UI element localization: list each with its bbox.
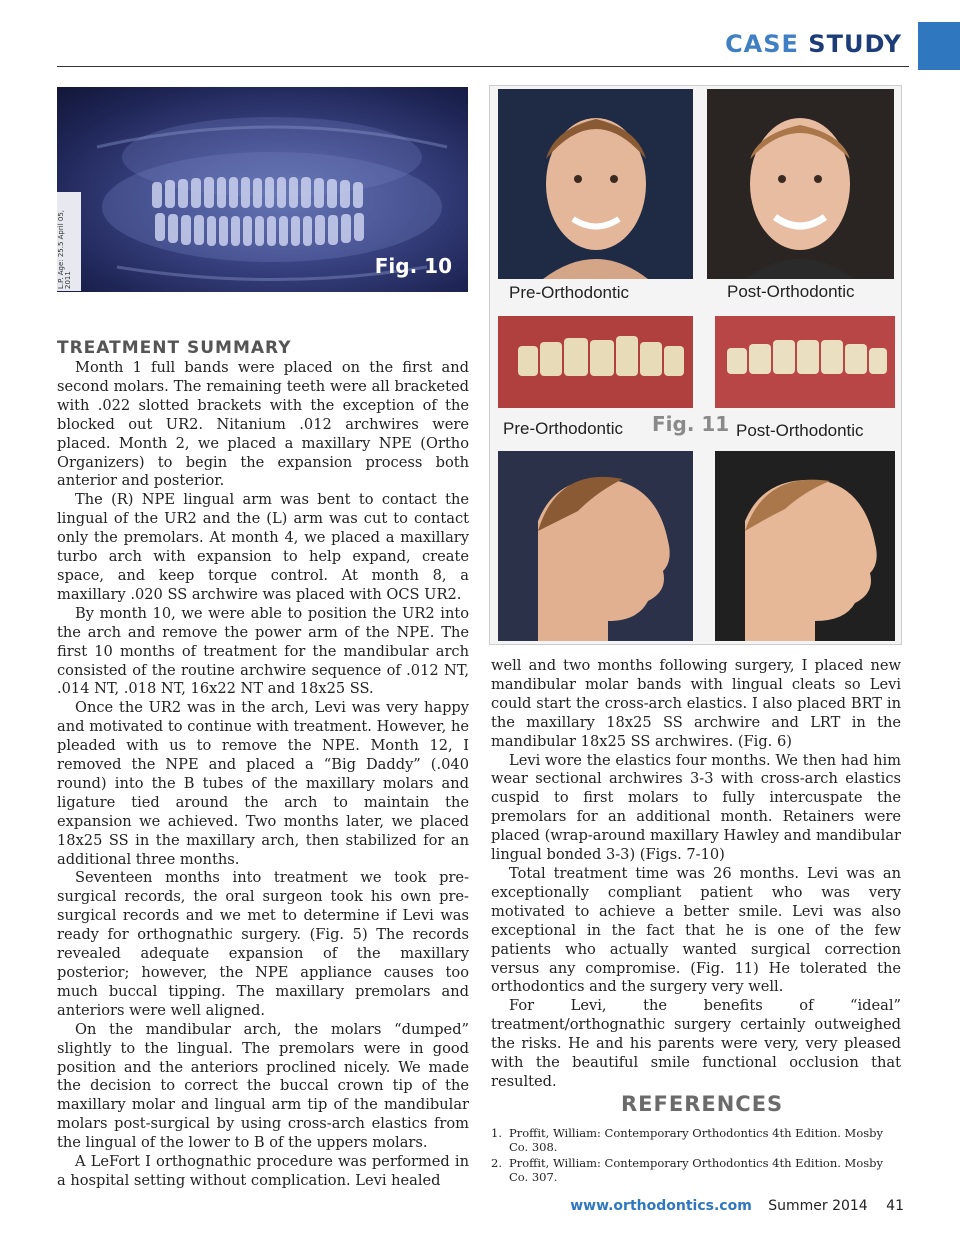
header-color-tab: [918, 22, 960, 70]
section-title: [725, 30, 902, 58]
face-illustration: [707, 89, 894, 279]
figure-11-label: Fig. 11: [652, 412, 730, 436]
reference-text: Proffit, William: Contemporary Orthodontics 4th Edition. Mosby Co. 308.: [509, 1126, 884, 1154]
paragraph: The (R) NPE lingual arm was bent to contact the lingual of the UR2 and the (L) arm was cut to contact only the premolars. At month 4, we placed a maxillary turbo arch with expansion to help expand, create space, and keep torque control. At month 8, a maxillary .020 SS archwire was placed with OCS UR2.: [57, 491, 469, 603]
page-footer: [570, 1198, 904, 1214]
reference-text: Proffit, William: Contemporary Orthodontics 4th Edition. Mosby Co. 307.: [509, 1156, 884, 1184]
section-title-word-1: CASE: [725, 30, 799, 58]
reference-item: [491, 1156, 901, 1184]
references-list: [491, 1126, 901, 1186]
figure-11-photo-collage: [489, 85, 902, 645]
xray-film-label: L.P. Age: 25.5 April 05, 2011: [57, 192, 81, 291]
paragraph: Once the UR2 was in the arch, Levi was very happy and motivated to continue with treatment. However, he pleaded with us to remove the NPE. Month 12, I removed the NPE and placed a “Big Daddy” (.040 round) into the B tubes of the maxillary molars and ligature tied around the arch to maintain the expansion we achieved. Two months later, we placed 18x25 SS in the maxillary arch, then stabilized for an additional three months.: [57, 699, 469, 868]
paragraph: By month 10, we were able to position the UR2 into the arch and remove the power arm of the NPE. The first 10 months of treatment for the mandibular arch consisted of the routine archwire sequence of .012 NT, .014 NT, .018 NT, 16x22 NT and 18x25 SS.: [57, 604, 469, 698]
post-orthodontic-face-photo: [707, 89, 894, 279]
pre-orthodontic-teeth-photo: [498, 316, 693, 408]
teeth-illustration: [715, 316, 895, 408]
treatment-summary-heading: TREATMENT SUMMARY: [57, 338, 292, 358]
paragraph: Total treatment time was 26 months. Levi was an exceptionally compliant patient who was very motivated to achieve a better smile. Levi was also exceptional in the fact that he is one of the few patients who actually wanted surgical correction versus any compromise. (Fig. 11) He tolerated the orthodontics and the surgery very well.: [491, 864, 901, 996]
face-illustration: [498, 89, 693, 279]
caption-post-orthodontic-top: Post-Orthodontic: [727, 282, 855, 301]
reference-item: [491, 1126, 901, 1154]
paragraph: well and two months following surgery, I placed new mandibular molar bands with lingual cleats so Levi could start the cross-arch elastics. I also placed BRT in the maxillary 18x25 SS archwire and LRT in the mandibular 18x25 SS archwires. (Fig. 6): [491, 657, 901, 750]
paragraph: On the mandibular arch, the molars “dumped” slightly to the lingual. The premolars were in good position and the anteriors proclined nicely. We made the decision to correct the buccal crown tip of the maxillary molar and lingual arm tip of the mandibular molars post-surgical by using cross-arch elastics from the lingual of the lower to B of the uppers molars.: [57, 1020, 469, 1152]
website-link[interactable]: www.orthodontics.com: [570, 1198, 752, 1214]
issue-label: Summer 2014: [768, 1198, 868, 1214]
paragraph: Month 1 full bands were placed on the first and second molars. The remaining teeth were all bracketed with .022 slotted brackets with the exception of the blocked out UR2. Nitanium .012 archwires were placed. Month 2, we placed a maxillary NPE (Ortho Organizers) to begin the expansion process both anterior and posterior.: [57, 359, 469, 490]
post-orthodontic-profile-photo: [715, 451, 895, 641]
references-heading: REFERENCES: [621, 1092, 784, 1116]
header-divider: [57, 66, 909, 67]
pre-orthodontic-face-photo: [498, 89, 693, 279]
reference-number: 2.: [491, 1156, 502, 1170]
teeth-illustration: [498, 316, 693, 408]
paragraph: A LeFort I orthognathic procedure was performed in a hospital setting without complication. Levi healed: [57, 1153, 469, 1189]
profile-illustration: [715, 451, 895, 641]
figure-10-label: Fig. 10: [374, 254, 452, 278]
page-number: 41: [886, 1198, 904, 1214]
caption-pre-orthodontic-top: Pre-Orthodontic: [509, 283, 629, 302]
article-column-2: [491, 657, 901, 1092]
reference-number: 1.: [491, 1126, 502, 1140]
pre-orthodontic-profile-photo: [498, 451, 693, 641]
section-title-word-2: STUDY: [808, 30, 902, 58]
paragraph: Levi wore the elastics four months. We then had him wear sectional archwires 3-3 with cross-arch elastics cuspid to first molars to fully intercuspate the premolars for an additional month. Retainers were placed (wrap-around maxillary Hawley and mandibular lingual bonded 3-3) (Figs. 7-10): [491, 751, 901, 864]
paragraph: For Levi, the benefits of “ideal” treatment/orthognathic surgery certainly outweighed the risks. He and his parents were very, very pleased with the beautiful smile functional occlusion that resulted.: [491, 997, 901, 1090]
caption-pre-orthodontic-middle: Pre-Orthodontic: [503, 419, 623, 438]
profile-illustration: [498, 451, 693, 641]
article-column-1: [57, 359, 469, 1191]
paragraph: Seventeen months into treatment we took pre-surgical records, the oral surgeon took his own pre-surgical records and we met to determine if Levi was ready for orthognathic surgery. (Fig. 5) The records revealed adequate expansion of the maxillary posterior; however, the NPE appliance causes too much buccal tipping. The maxillary premolars and anteriors were well aligned.: [57, 869, 469, 1019]
panoramic-xray-image: [57, 87, 468, 292]
post-orthodontic-teeth-photo: [715, 316, 895, 408]
caption-post-orthodontic-middle: Post-Orthodontic: [736, 421, 864, 440]
